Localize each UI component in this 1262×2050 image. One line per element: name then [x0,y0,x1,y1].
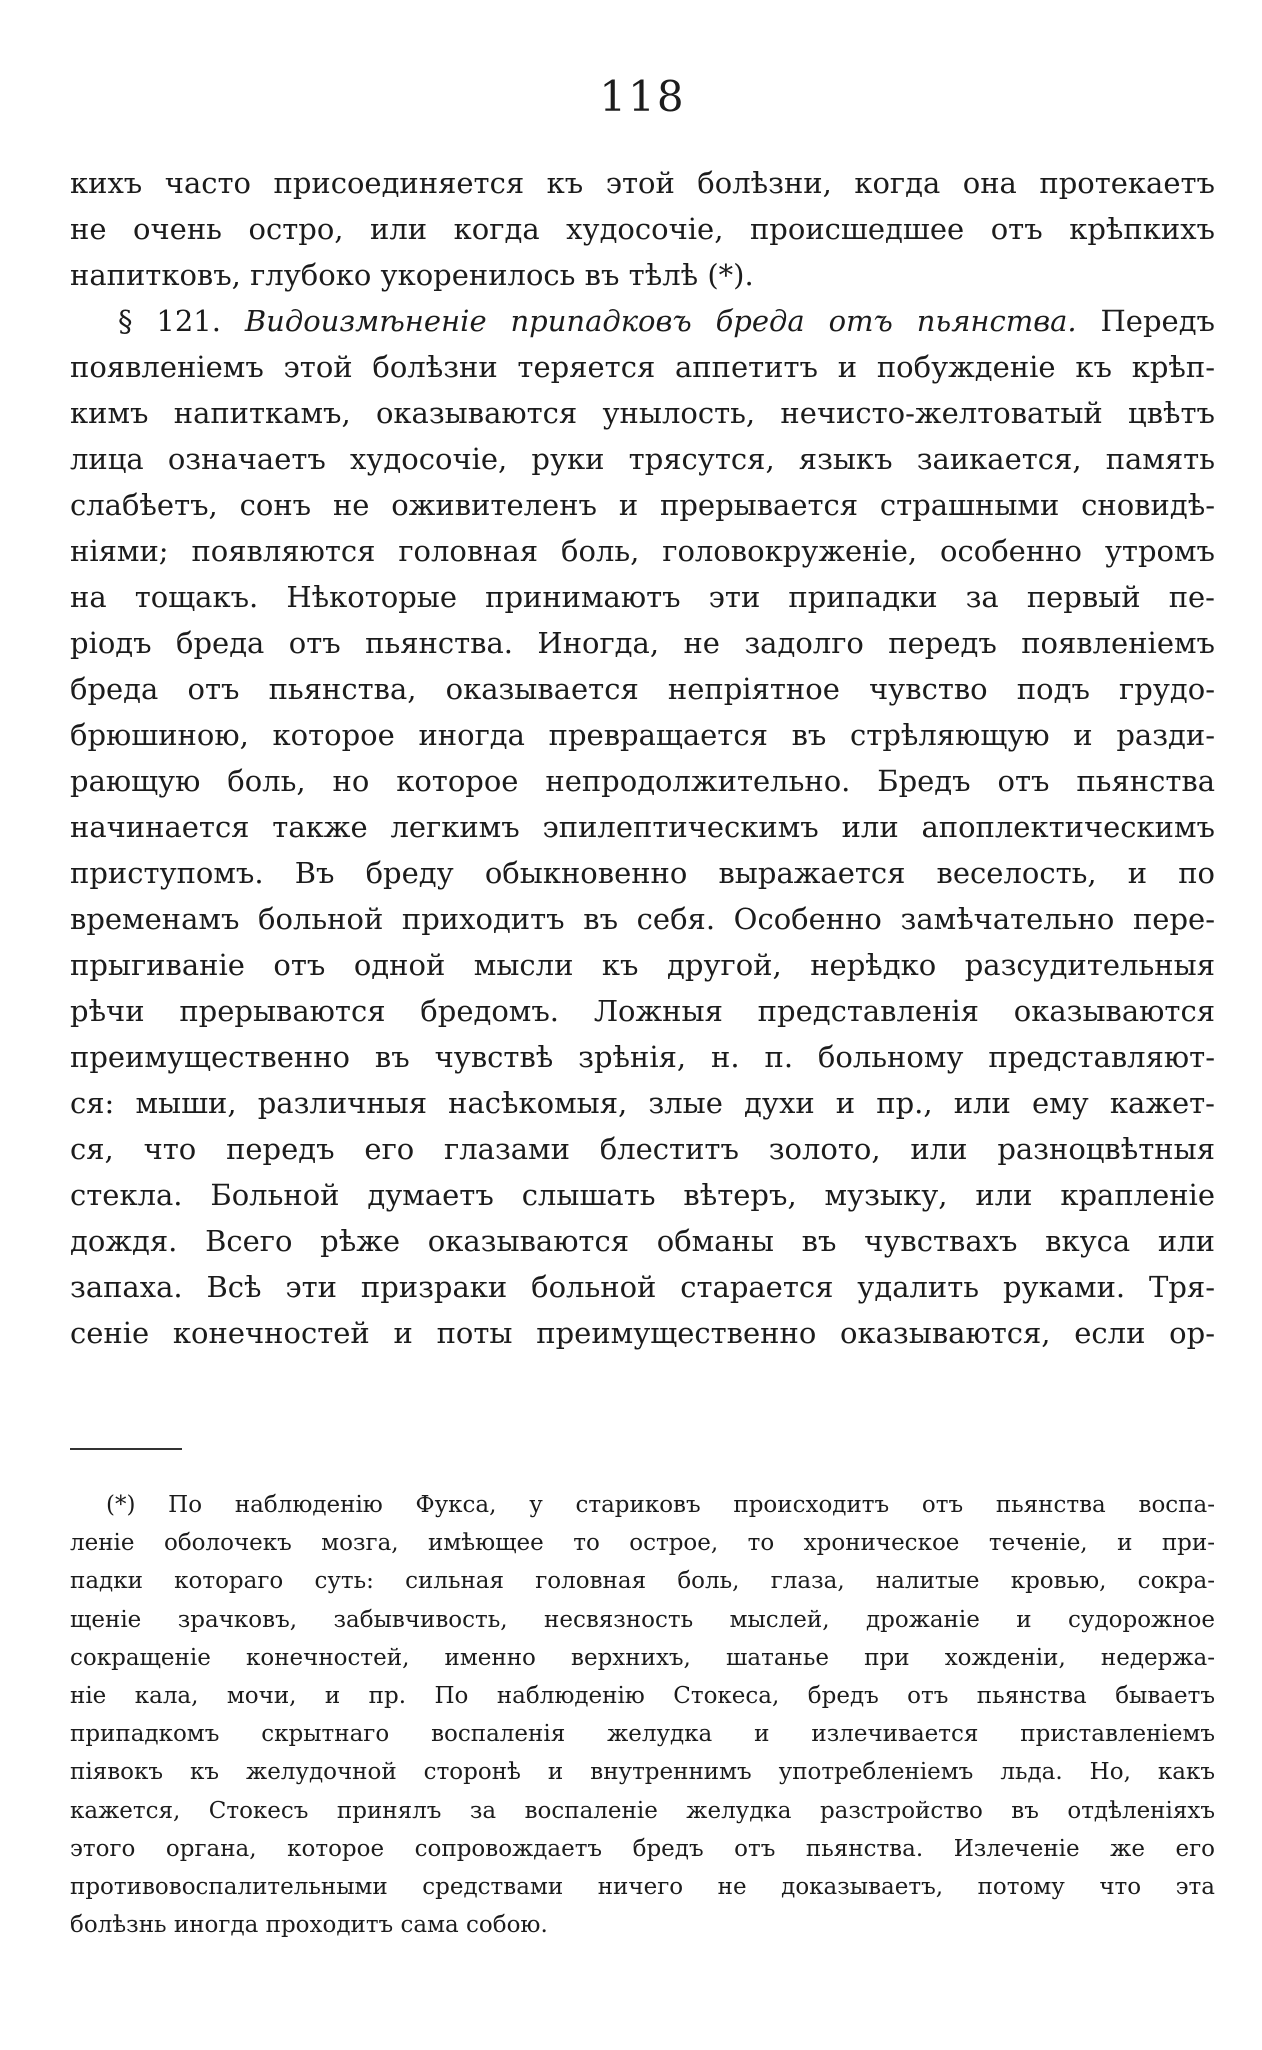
body-line: на тощакъ. Нѣкоторые принимаютъ эти припадки за первый пе- [70,580,1215,614]
footnote-line: щеніе зрачковъ, забывчивость, несвязность мыслей, дрожаніе и судорожное [70,1606,1215,1633]
body-line: брюшиною, которое иногда превращается въ стрѣляющую и разди- [70,718,1215,752]
footnote-divider [70,1448,182,1450]
section-heading-rest: Передъ [1076,304,1216,338]
body-line: ся: мыши, различныя насѣкомыя, злые духи и пр., или ему кажет- [70,1086,1215,1120]
book-page [70,0,1215,2050]
body-line: появленіемъ этой болѣзни теряется аппетитъ и побужденіе къ крѣп- [70,350,1215,384]
footnote [70,1486,1215,1944]
body-line: запаха. Всѣ эти призраки больной старается удалить руками. Тря- [70,1270,1215,1304]
body-line: прыгиваніе отъ одной мысли къ другой, нерѣдко разсудительныя [70,948,1215,982]
body-line: напитковъ, глубоко укоренилось въ тѣлѣ (*). [70,258,754,292]
body-line: дождя. Всего рѣже оказываются обманы въ чувствахъ вкуса или [70,1224,1215,1258]
footnote-line: болѣзнь иногда проходитъ сама собою. [70,1912,548,1939]
footnote-line: кажется, Стокесъ принялъ за воспаленіе желудка разстройство въ отдѣленіяхъ [70,1797,1215,1824]
body-line: рающую боль, но которое непродолжительно. Бредъ отъ пьянства [70,764,1215,798]
footnote-line: противовоспалительными средствами ничего не доказываетъ, потому что эта [70,1873,1215,1900]
footnote-line: этого органа, которое сопровождаетъ бредъ отъ пьянства. Излеченіе же его [70,1835,1215,1862]
body-line: не очень остро, или когда худосочіе, происшедшее отъ крѣпкихъ [70,212,1215,246]
body-line: слабѣетъ, сонъ не оживителенъ и прерывается страшными сновидѣ- [70,488,1215,522]
body-line: сеніе конечностей и поты преимущественно оказываются, если ор- [70,1316,1215,1350]
body-line: начинается также легкимъ эпилептическимъ или апоплектическимъ [70,810,1215,844]
body-line: стекла. Больной думаетъ слышать вѣтеръ, музыку, или крапленіе [70,1178,1215,1212]
section-heading: Видоизмѣненіе припадковъ бреда отъ пьянства. [244,304,1077,338]
body-line: ніями; появляются головная боль, головокруженіе, особенно утромъ [70,534,1215,568]
body-line: временамъ больной приходитъ въ себя. Особенно замѣчательно пере- [70,902,1215,936]
footnote-line: (*) По наблюденію Фукса, у стариковъ происходитъ отъ пьянства воспа- [106,1492,1215,1518]
body-line: приступомъ. Въ бреду обыкновенно выражается веселость, и по [70,856,1215,890]
body-line: кихъ часто присоединяется къ этой болѣзни, когда она протекаетъ [70,166,1215,200]
section-heading-line [70,298,1215,344]
page-number: 118 [599,72,686,121]
footnote-line: леніе оболочекъ мозга, имѣющее то острое, то хроническое теченіе, и при- [70,1530,1215,1557]
main-text [70,160,1215,1356]
body-line: ся, что передъ его глазами блеститъ золото, или разноцвѣтныя [70,1132,1215,1166]
body-line: лица означаетъ худосочіе, руки трясутся, языкъ заикается, память [70,442,1215,476]
body-line: бреда отъ пьянства, оказывается непріятное чувство подъ грудо- [70,672,1215,706]
footnote-line: ніе кала, мочи, и пр. По наблюденію Стокеса, бредъ отъ пьянства бываетъ [70,1682,1215,1709]
footnote-line: сокращеніе конечностей, именно верхнихъ, шатанье при хожденіи, недержа- [70,1644,1215,1671]
body-line: преимущественно въ чувствѣ зрѣнія, н. п. больному представляют- [70,1040,1215,1074]
body-line: ріодъ бреда отъ пьянства. Иногда, не задолго передъ появленіемъ [70,626,1215,660]
body-line: рѣчи прерываются бредомъ. Ложныя представленія оказываются [70,994,1215,1028]
section-sign: § 121. [118,304,221,338]
footnote-line: падки котораго суть: сильная головная боль, глаза, налитые кровью, сокра- [70,1568,1215,1595]
footnote-line: припадкомъ скрытнаго воспаленія желудка и излечивается приставленіемъ [70,1721,1215,1748]
body-line: кимъ напиткамъ, оказываются унылость, нечисто-желтоватый цвѣтъ [70,396,1215,430]
footnote-line: піявокъ къ желудочной сторонѣ и внутреннимъ употребленіемъ льда. Но, какъ [70,1759,1215,1786]
